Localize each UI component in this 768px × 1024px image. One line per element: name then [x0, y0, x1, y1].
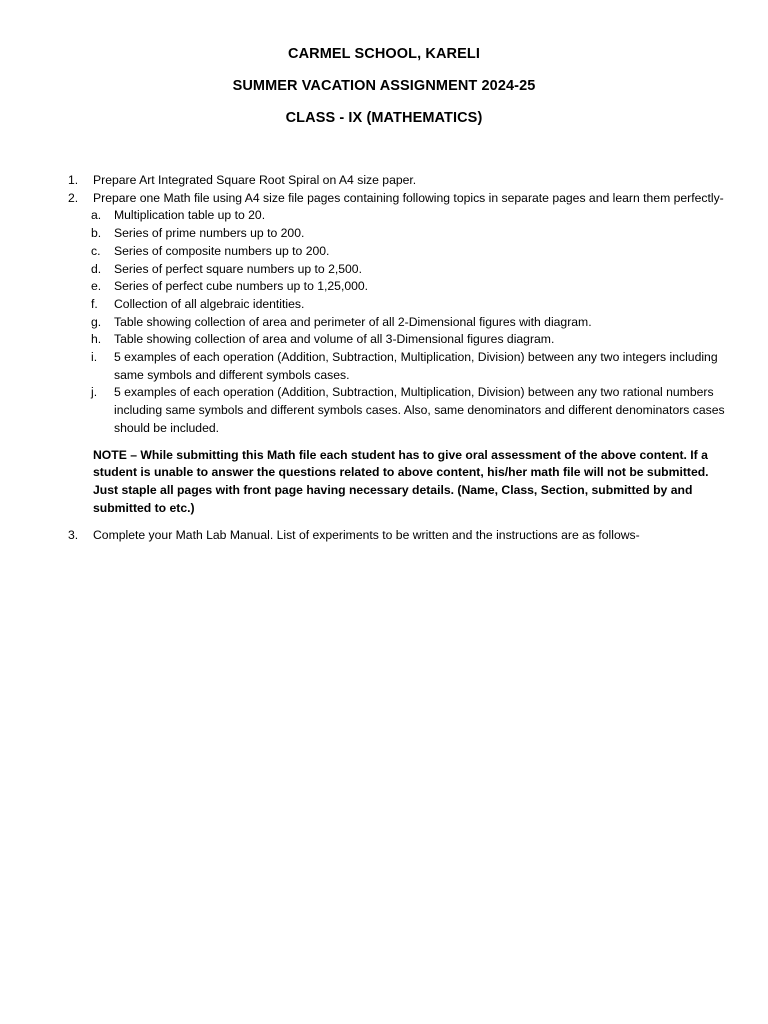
school-name: CARMEL SCHOOL, KARELI	[288, 46, 480, 62]
sub-item-text: 5 examples of each operation (Addition, Subtraction, Multiplication, Division) between any two rational numbers including same symbols and different symbols cases. Also, same denominators and different denominators cases should be included.	[114, 385, 725, 435]
sub-item-letter: h.	[91, 332, 102, 347]
sub-item-letter: b.	[91, 226, 102, 241]
item-text: Prepare Art Integrated Square Root Spiral on A4 size paper.	[93, 173, 417, 187]
list-item	[68, 190, 728, 208]
sub-item-letter: e.	[91, 279, 102, 294]
sub-item-letter: c.	[91, 243, 101, 258]
sub-list-item	[91, 296, 728, 314]
sub-item-letter: i.	[91, 350, 98, 365]
sub-item-text: Collection of all algebraic identities.	[114, 296, 305, 311]
note-paragraph: NOTE – While submitting this Math file each student has to give oral assessment of the above content. If a student is unable to answer the questions related to above content, his/her math file will not be submitted. Just staple all pages with front page having necessary details. (Name, Class, Section, submitted by and submitted to etc.)	[93, 447, 709, 515]
sub-list-item	[91, 384, 728, 437]
item-number: 3.	[68, 528, 79, 543]
list-item	[68, 527, 728, 545]
sub-list-item	[91, 278, 728, 296]
sub-list-item	[91, 225, 728, 243]
sub-list-item	[91, 261, 728, 279]
sub-list	[68, 207, 728, 437]
sub-item-text: Series of perfect cube numbers up to 1,25,000.	[114, 279, 369, 294]
sub-item-letter: d.	[91, 261, 102, 276]
sub-item-text: Table showing collection of area and volume of all 3-Dimensional figures diagram.	[114, 332, 555, 347]
sub-item-text: Series of composite numbers up to 200.	[114, 243, 330, 258]
sub-list-item	[91, 349, 728, 384]
sub-list-item	[91, 331, 728, 349]
item-text: Complete your Math Lab Manual. List of experiments to be written and the instructions are as follows-	[93, 528, 640, 543]
sub-list-item	[91, 207, 728, 225]
sub-list-item	[91, 243, 728, 261]
sub-item-text: Series of prime numbers up to 200.	[114, 226, 305, 241]
sub-item-letter: f.	[91, 296, 98, 311]
sub-list-item	[91, 314, 728, 332]
sub-item-text: Series of perfect square numbers up to 2,500.	[114, 261, 362, 276]
sub-item-letter: g.	[91, 314, 102, 329]
sub-item-text: 5 examples of each operation (Addition, Subtraction, Multiplication, Division) between any two integers including same symbols and different symbols cases.	[114, 350, 718, 382]
assignment-content	[68, 172, 728, 545]
item-number: 1.	[68, 173, 79, 187]
assignment-title: SUMMER VACATION ASSIGNMENT 2024-25	[232, 78, 536, 94]
item-text: Prepare one Math file using A4 size file pages containing following topics in separate pages and learn them perfectly-	[93, 190, 724, 205]
sub-item-text: Table showing collection of area and perimeter of all 2-Dimensional figures with diagram.	[114, 314, 592, 329]
list-item	[68, 172, 728, 190]
sub-item-letter: a.	[91, 208, 102, 223]
item-number: 2.	[68, 190, 79, 205]
class-subject: CLASS - IX (MATHEMATICS)	[285, 110, 483, 126]
sub-item-text: Multiplication table up to 20.	[114, 208, 266, 223]
sub-item-letter: j.	[91, 385, 98, 400]
